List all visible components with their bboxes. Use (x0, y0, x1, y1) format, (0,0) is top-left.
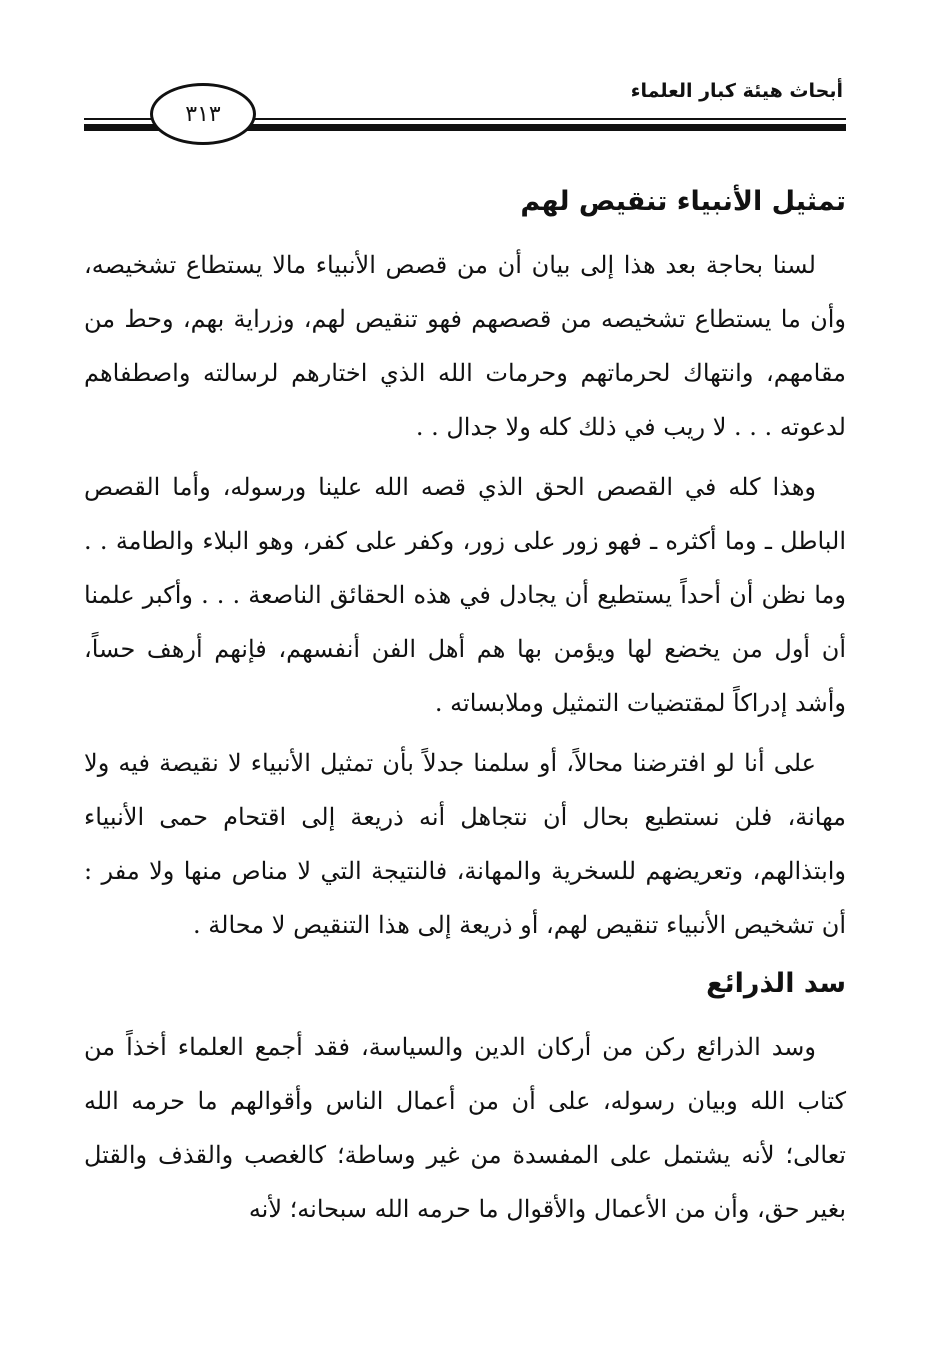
running-header-title: أبحاث هيئة كبار العلماء (630, 80, 843, 102)
page-body (84, 172, 846, 1236)
paragraph: على أنا لو افترضنا محالاً، أو سلمنا جدلاً بأن تمثيل الأنبياء لا نقيصة فيه ولا مهانة، فلن نستطيع بحال أن نتجاهل أنه ذريعة إلى اقتحام حمى الأنبياء وابتذالهم، وتعريضهم للسخرية والمهانة، فالنتيجة التي لا مناص منها ولا مفر : أن تشخيص الأنبياء تنقيص لهم، أو ذريعة إلى هذا التنقيص لا محالة . (84, 749, 846, 939)
section-title: سد الذرائع (706, 968, 846, 999)
paragraph: وهذا كله في القصص الحق الذي قصه الله علينا ورسوله، وأما القصص الباطل ـ وما أكثره ـ فهو زور على زور، وكفر على كفر، وهو البلاء والطامة . . وما نظن أن أحداً يستطيع أن يجادل في هذه الحقائق الناصعة . . . وأكبر علمنا أن أول من يخضع لها ويؤمن بها هم أهل الفن أنفسهم، فإنهم أرهف حساً، وأشد إدراكاً لمقتضيات التمثيل وملابساته . (84, 473, 847, 717)
section-title: تمثيل الأنبياء تنقيص لهم (520, 186, 846, 217)
paragraph: وسد الذرائع ركن من أركان الدين والسياسة، فقد أجمع العلماء أخذاً من كتاب الله وبيان رسوله، على أن من أعمال الناس وأقوالهم ما حرمه الله تعالى؛ لأنه يشتمل على المفسدة من غير وساطة؛ كالغصب والقذف والقتل بغير حق، وأن من الأعمال والأقوال ما حرمه الله سبحانه؛ لأنه (84, 1033, 846, 1223)
page-number-badge (150, 83, 256, 145)
paragraph: لسنا بحاجة بعد هذا إلى بيان أن من قصص الأنبياء مالا يستطاع تشخيصه، وأن ما يستطاع تشخيصه من قصصهم فهو تنقيص لهم، وزراية بهم، وحط من مقامهم، وانتهاك لحرماتهم وحرمات الله الذي اختارهم لرسالته واصطفاهم لدعوته . . . لا ريب في ذلك كله ولا جدال . . (84, 251, 846, 441)
page-number: ٣١٣ (185, 101, 221, 127)
